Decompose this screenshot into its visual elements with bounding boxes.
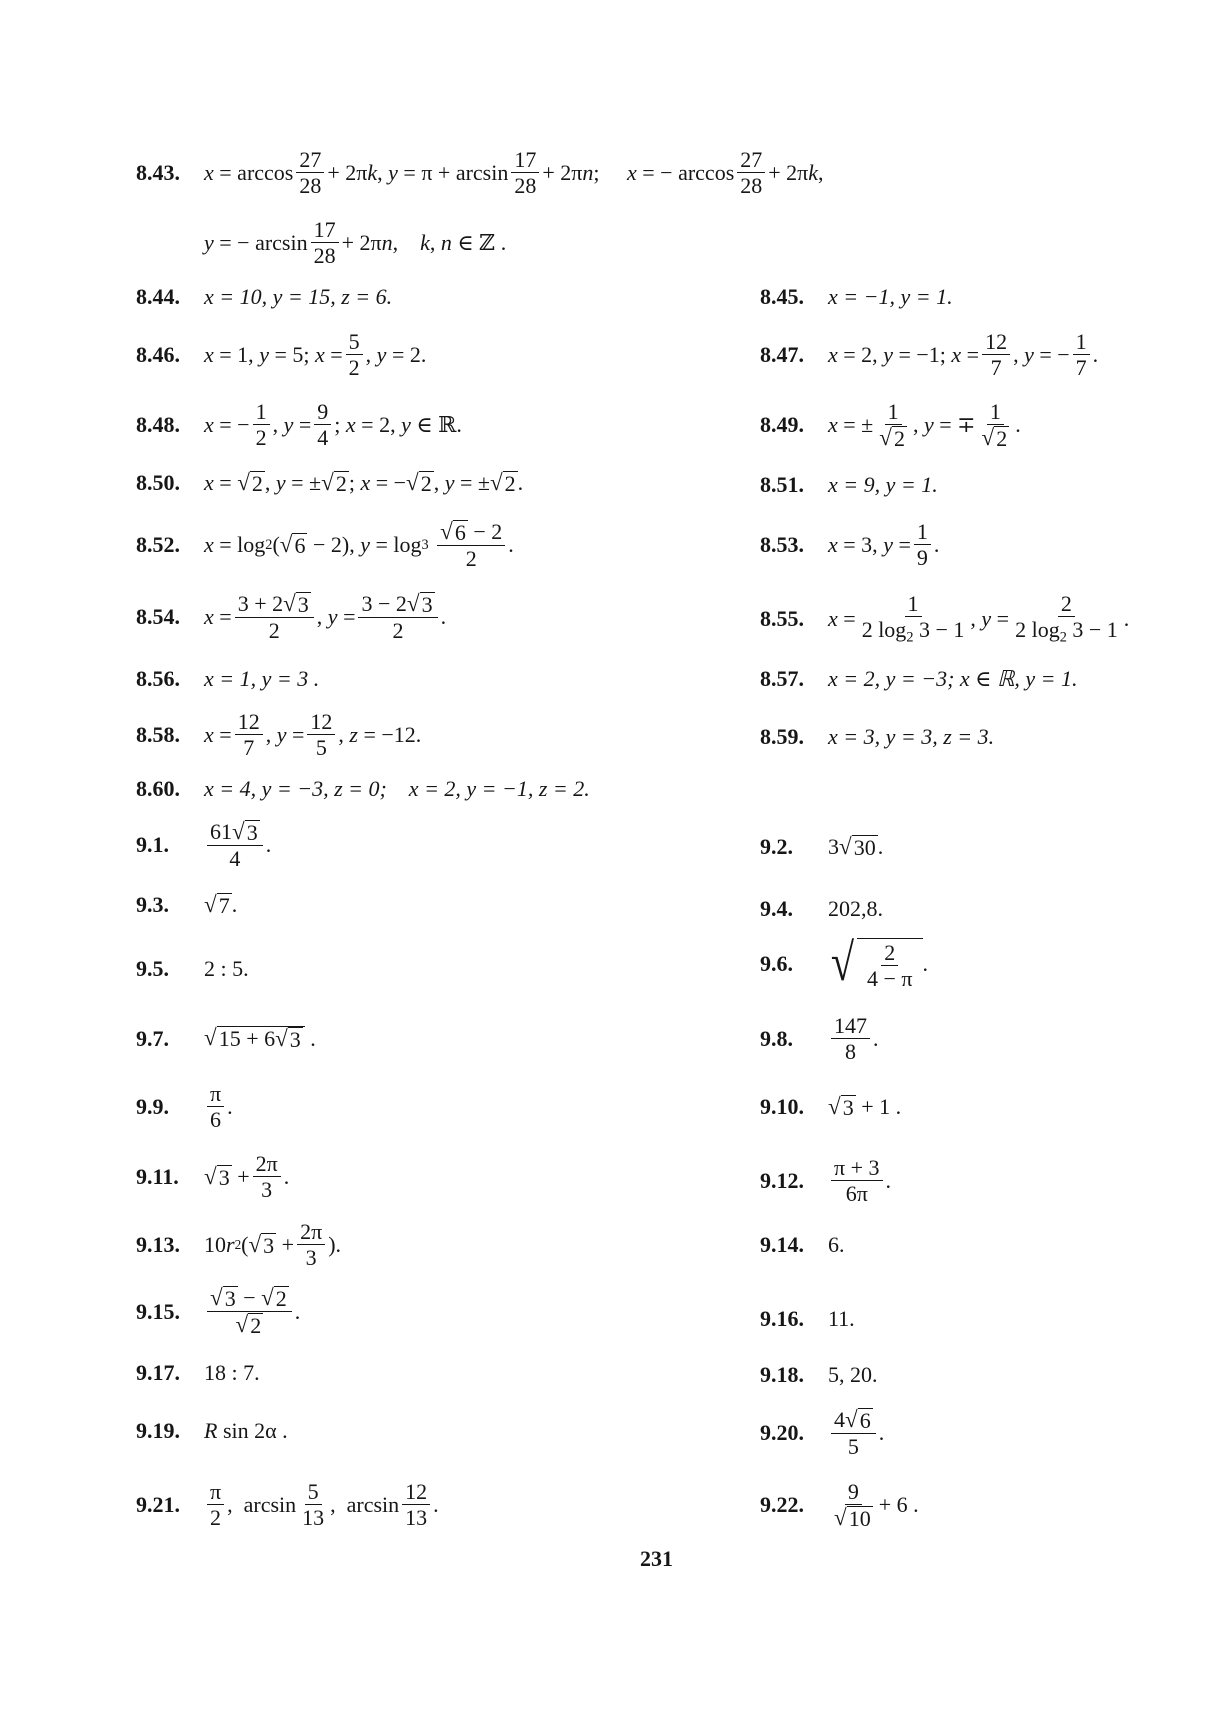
item-number: 9.9. [136,1093,169,1119]
item-number: 9.6. [760,951,793,977]
answer-expression: 9 √ 10 + 6 . [834,1479,919,1532]
answer-8-50 [136,470,523,496]
item-number: 9.8. [760,1025,793,1051]
answer-8-51 [760,472,938,498]
answer-9-9 [136,1082,233,1131]
answer-expression: $\frac{\pi}{2}$ , arcsin $\frac{5}{13}$ , arcsin $\frac{12}{13}$ . [204,1480,439,1529]
item-number: 9.5. [136,956,169,981]
item-number: 8.59. [760,724,804,749]
item-number: 8.54. [136,604,180,630]
answer-9-4 [760,896,883,922]
answer-expression: x = 2, y = −1; x = $\frac{12}{7}$ , y = − $\frac{1}{7}$ . [828,329,1099,381]
answer-9-19 [136,1418,288,1444]
item-number: 8.49. [760,412,804,438]
item-number: 9.7. [136,1026,169,1051]
answer-expression: 3 √ 30 . [828,832,884,860]
answer-expression: 61 √ 3 4 . [204,820,271,870]
item-number: 9.21. [136,1491,180,1517]
answer-expression: 4 √ 6 5 . [828,1408,884,1458]
page-number: 231 [640,1546,673,1571]
answer-8-45 [760,284,953,310]
answer-expression: x = 1, y = 5; x = $\frac{5}{2}$ , y = 2. [204,329,427,381]
answer-9-5 [136,956,249,982]
answer-9-3 [136,892,237,918]
answer-expression: x = 3, y = $\frac{1}{9}$ . [828,519,940,571]
answer-8-56 [136,666,319,692]
item-number: 9.13. [136,1231,180,1257]
answer-9-22 [760,1480,919,1530]
answer-expression: $\frac{147}{8}$ . [828,1014,879,1063]
answer-expression: x = 2, y = −3; x ∈ ℝ, y = 1. [828,666,1078,691]
answer-8-43 [136,148,824,197]
answer-9-17 [136,1360,260,1386]
answer-expression: x = 1, y = 3 . [204,666,320,691]
answer-9-12 [760,1156,891,1205]
answer-expression: x = $\frac{12}{7}$ , y = $\frac{12}{5}$ , z = −12. [204,709,422,761]
answer-expression: x = 10, y = 15, z = 6. [204,284,393,309]
item-number: 8.51. [760,472,804,497]
answer-expression: √ $\frac{2}{4 - \pi}$ . [830,934,928,992]
item-number: 9.17. [136,1360,180,1385]
item-number: 9.4. [760,896,793,921]
answer-expression: √ 15 + 6 √ 3 . [204,1024,316,1053]
answer-expression: x = log 2 ( √ 6 − 2), y = log 3 √ 6 − 2 2 . [204,518,514,572]
answer-9-7 [136,1026,316,1052]
item-number: 8.43. [136,159,180,185]
answer-expression: 11. [828,1306,855,1331]
answer-expression: R sin 2α . [204,1418,288,1443]
item-number: 9.10. [760,1094,804,1119]
answer-expression: 2 : 5. [204,956,249,981]
answer-8-55 [760,592,1129,645]
item-number: 9.19. [136,1418,180,1443]
item-number: 8.60. [136,776,180,801]
item-number: 9.3. [136,892,169,917]
answer-8-53 [760,520,939,569]
item-number: 9.22. [760,1492,804,1518]
answer-8-58 [136,710,421,759]
answer-9-10 [760,1094,901,1120]
item-number: 9.16. [760,1306,804,1331]
answer-9-14 [760,1232,845,1258]
answer-9-8 [760,1014,879,1063]
answer-expression: x = − $\frac{1}{2}$ , y = $\frac{9}{4}$ ; x = 2, y ∈ ℝ. [204,399,462,451]
item-number: 8.52. [136,532,180,558]
item-number: 9.2. [760,834,793,859]
answer-8-59 [760,724,994,750]
answer-8-48 [136,400,462,449]
answer-expression: x = −1, y = 1. [828,284,953,309]
answer-expression: √ 7 . [204,890,238,918]
answer-expression: x = √ 2 , y = ± √ 2 ; x = − √ 2 , y = ± √ 2 . [204,468,524,496]
answer-9-21 [136,1480,439,1529]
answer-expression: √ 3 + 1 . [828,1092,902,1120]
answer-9-20 [760,1408,884,1458]
answer-expression: √ 3 + $\frac{2\pi}{3}$ . [204,1151,290,1203]
answer-expression: x = arccos $\frac{27}{28}$ + 2π k , y = π + arcsin $\frac{17}{28}$ + 2π n ; x = − arccos $\frac{27}{28}$ + 2π k , [204,147,824,199]
answer-expression: x = ± 1 √ 2 , y = ∓ 1 √ 2 . [828,399,1021,452]
answer-expression: x = 9, y = 1. [828,472,938,497]
answer-expression: 6. [828,1232,845,1257]
answer-expression: $\frac{\pi + 3}{6\pi}$ . [828,1156,891,1205]
answer-expression: x = $\frac{1}{2 \log_2 3 - 1}$ , y = $\frac{2}{2 \log_2 3 - 1}$ . [828,591,1130,646]
item-number: 9.20. [760,1420,804,1446]
answer-9-18 [760,1362,878,1388]
answer-expression: √ 3 − √ 2 √ 2 . [204,1286,300,1337]
answer-expression: $\frac{\pi}{6}$ . [204,1082,233,1131]
answer-8-54 [136,592,446,642]
answer-9-16 [760,1306,855,1332]
answer-9-13 [136,1220,341,1269]
item-number: 8.55. [760,605,804,631]
item-number: 8.50. [136,470,180,495]
answer-8-57 [760,666,1077,692]
item-number: 8.57. [760,666,804,691]
answer-expression: 202,8. [828,896,883,921]
answer-8-52 [136,520,514,570]
item-number: 9.18. [760,1362,804,1387]
item-number: 9.14. [760,1232,804,1257]
item-number: 8.58. [136,721,180,747]
answer-expression: 5, 20. [828,1362,878,1387]
answer-expression: 10 r 2 ( √ 3 + $\frac{2\pi}{3}$ ). [204,1219,342,1271]
item-number: 8.45. [760,284,804,309]
item-number: 9.12. [760,1167,804,1193]
answer-9-15 [136,1286,300,1337]
item-number: 8.56. [136,666,180,691]
answer-8-49 [760,400,1021,450]
item-number: 8.44. [136,284,180,309]
item-number: 8.48. [136,411,180,437]
answer-8-47 [760,330,1098,379]
answer-expression: x = 4, y = −3, z = 0; x = 2, y = −1, z = 2. [204,776,590,801]
answer-8-60 [136,776,590,802]
answer-8-43-continued [204,218,506,267]
answer-expression: x = 3 + 2 √ 3 2 , y = 3 − 2 √ 3 2 . [204,590,447,644]
answer-9-1 [136,820,271,870]
answer-expression: x = 3, y = 3, z = 3. [828,724,995,749]
answer-9-6 [760,934,928,992]
answer-expression: 18 : 7. [204,1360,260,1385]
answer-9-11 [136,1152,289,1201]
item-number: 9.15. [136,1298,180,1324]
answer-9-2 [760,834,883,860]
answer-8-46 [136,330,426,379]
item-number: 8.47. [760,341,804,367]
item-number: 8.53. [760,531,804,557]
item-number: 9.1. [136,832,169,858]
item-number: 8.46. [136,341,180,367]
item-number: 9.11. [136,1163,179,1189]
answer-8-44 [136,284,392,310]
answer-expression: y = − arcsin $\frac{17}{28}$ + 2π n , k , n ∈ ℤ . [204,217,507,269]
